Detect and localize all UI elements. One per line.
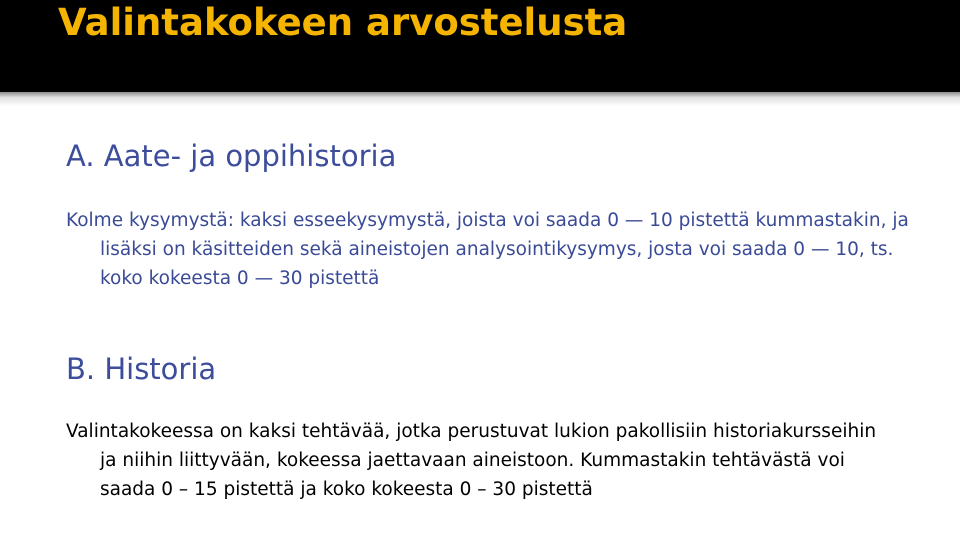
section-aate-ja-oppihistoria — [66, 138, 926, 293]
section-historia — [66, 351, 926, 504]
slide-title: Valintakokeen arvostelusta — [58, 1, 628, 44]
section-a-text: Kolme kysymystä: kaksi esseekysymystä, joista voi saada 0 — 10 pistettä kummastakin, ja lisäksi on käsitteiden sekä aineistojen analysointikysymys, josta voi saada 0 — 10, ts. koko kokeesta 0 — 30 pistettä — [66, 210, 909, 289]
title-bar — [0, 0, 960, 92]
section-b-text: Valintakokeessa on kaksi tehtävää, jotka perustuvat lukion pakollisiin historiakursseihin ja niihin liittyvään, kokeessa jaettavaan aineistoon. Kummastakin tehtävästä voi saada 0 – 15 pistettä ja koko kokeesta 0 – 30 pistettä — [66, 421, 877, 500]
section-a-heading: A. Aate- ja oppihistoria — [66, 139, 397, 173]
section-b-heading: B. Historia — [66, 352, 217, 386]
title-bar-shadow — [0, 92, 960, 106]
